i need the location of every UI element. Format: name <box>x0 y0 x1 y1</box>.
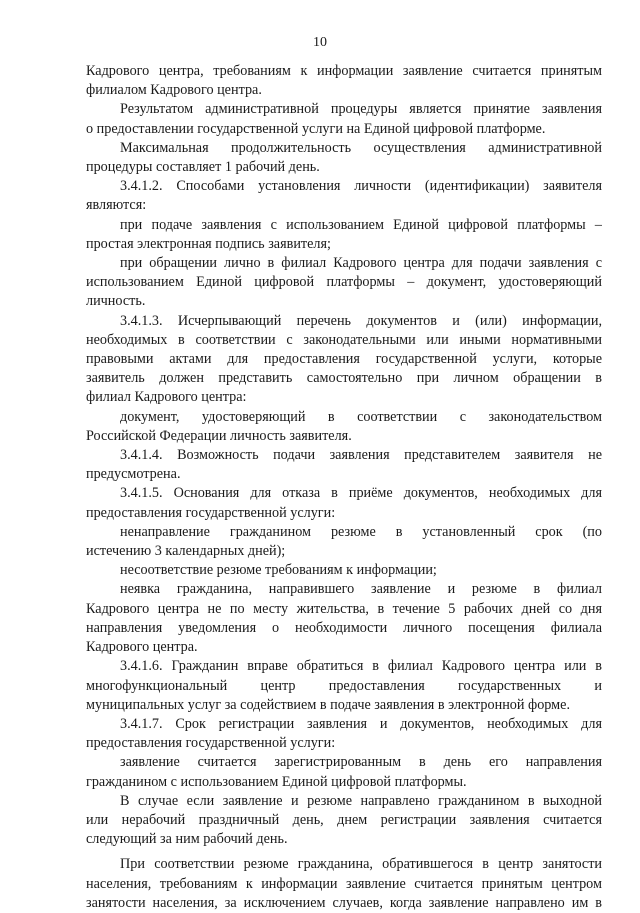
text-line: Кадрового центра, требованиям к информации заявление считается принятым <box>86 63 602 79</box>
text-line: 3.4.1.6. Гражданин вправе обратиться в филиал Кадрового центра или в <box>120 658 602 675</box>
paragraph-p2 <box>86 100 602 138</box>
text-line: 3.4.1.7. Срок регистрации заявления и документов, необходимых для <box>120 715 602 732</box>
text-line: предоставления государственной услуги: <box>86 504 336 521</box>
text-line: истечению 3 календарных дней); <box>86 543 286 560</box>
paragraph-p18 <box>86 855 602 913</box>
text-line: муниципальных услуг за содействием в подаче заявления в электронной форме. <box>86 696 571 713</box>
text-line: направления уведомления о необходимости личного посещения филиала <box>86 619 602 636</box>
text-line: 3.4.1.4. Возможность подачи заявления представителем заявителя не <box>120 447 602 464</box>
paragraph-p9 <box>86 446 602 484</box>
text-line: Российской Федерации личность заявителя. <box>86 427 352 444</box>
text-line: личность. <box>86 293 146 310</box>
text-line: или нерабочий праздничный день, днем регистрации заявления считается <box>86 811 602 828</box>
text-line: 3.4.1.2. Способами установления личности (идентификации) заявителя <box>120 178 602 195</box>
text-line: использованием Единой цифровой платформы – документ, удостоверяющий <box>86 274 602 291</box>
text-line: являются: <box>86 197 147 214</box>
text-line: заявитель должен представить самостоятельно при личном обращении в <box>86 370 602 387</box>
text-line: населения, требованиям к информации заявление считается принятым центром <box>86 875 602 892</box>
paragraph-p11 <box>86 523 602 561</box>
text-line: предусмотрена. <box>86 466 181 483</box>
paragraph-p4 <box>86 177 602 215</box>
text-line: Результатом административной процедуры является принятие заявления <box>120 101 602 118</box>
text-line: филиалом Кадрового центра. <box>86 82 262 99</box>
text-line: заявление считается зарегистрированным в день его направления <box>120 754 602 771</box>
text-line: 3.4.1.5. Основания для отказа в приёме документов, необходимых для <box>120 485 602 502</box>
paragraph-p6 <box>86 254 602 312</box>
text-line: При соответствии резюме гражданина, обратившегося в центр занятости <box>120 856 602 873</box>
paragraph-p14 <box>86 657 602 715</box>
paragraph-p1 <box>86 62 602 100</box>
text-line: несоответствие резюме требованиям к информации; <box>120 562 437 579</box>
page-number: 10 <box>313 35 327 50</box>
text-line: при подаче заявления с использованием Единой цифровой платформы – <box>120 216 602 233</box>
text-line: занятости населения, за исключением случаев, когда заявление направлено им в <box>86 894 602 911</box>
text-line: следующий за ним рабочий день. <box>86 831 288 848</box>
paragraph-p17 <box>86 792 602 850</box>
text-line: процедуры составляет 1 рабочий день. <box>86 159 320 176</box>
text-line: В случае если заявление и резюме направлено гражданином в выходной <box>120 792 602 809</box>
paragraph-p16 <box>86 753 602 791</box>
text-line: о предоставлении государственной услуги на Единой цифровой платформе. <box>86 120 546 137</box>
text-line: правовыми актами для предоставления государственной услуги, которые <box>86 351 602 368</box>
paragraph-p8 <box>86 408 602 446</box>
document-body <box>86 62 602 913</box>
text-line: Кадрового центра. <box>86 639 198 656</box>
paragraph-p13 <box>86 580 602 657</box>
text-line: Максимальная продолжительность осуществления административной <box>120 139 602 156</box>
text-line: филиал Кадрового центра: <box>86 389 247 406</box>
paragraph-p12 <box>86 561 602 580</box>
paragraph-p10 <box>86 484 602 522</box>
text-line: необходимых в соответствии с законодательными или иными нормативными <box>86 331 602 348</box>
text-line: 3.4.1.3. Исчерпывающий перечень документов и (или) информации, <box>120 312 602 329</box>
text-line: гражданином с использованием Единой цифровой платформы. <box>86 773 467 790</box>
text-line: ненаправление гражданином резюме в установленный срок (по <box>120 523 602 540</box>
text-line: простая электронная подпись заявителя; <box>86 235 331 252</box>
paragraph-p15 <box>86 715 602 753</box>
text-line: неявка гражданина, направившего заявление и резюме в филиал <box>120 581 602 598</box>
paragraph-p7 <box>86 312 602 408</box>
text-line: при обращении лично в филиал Кадрового центра для подачи заявления с <box>120 255 602 272</box>
text-line: Кадрового центра не по месту жительства, в течение 5 рабочих дней со дня <box>86 600 602 617</box>
text-line: многофункциональный центр предоставления государственных и <box>86 677 602 694</box>
paragraph-p5 <box>86 216 602 254</box>
paragraph-p3 <box>86 139 602 177</box>
text-line: предоставления государственной услуги: <box>86 735 336 752</box>
text-line: документ, удостоверяющий в соответствии с законодательством <box>120 408 602 425</box>
